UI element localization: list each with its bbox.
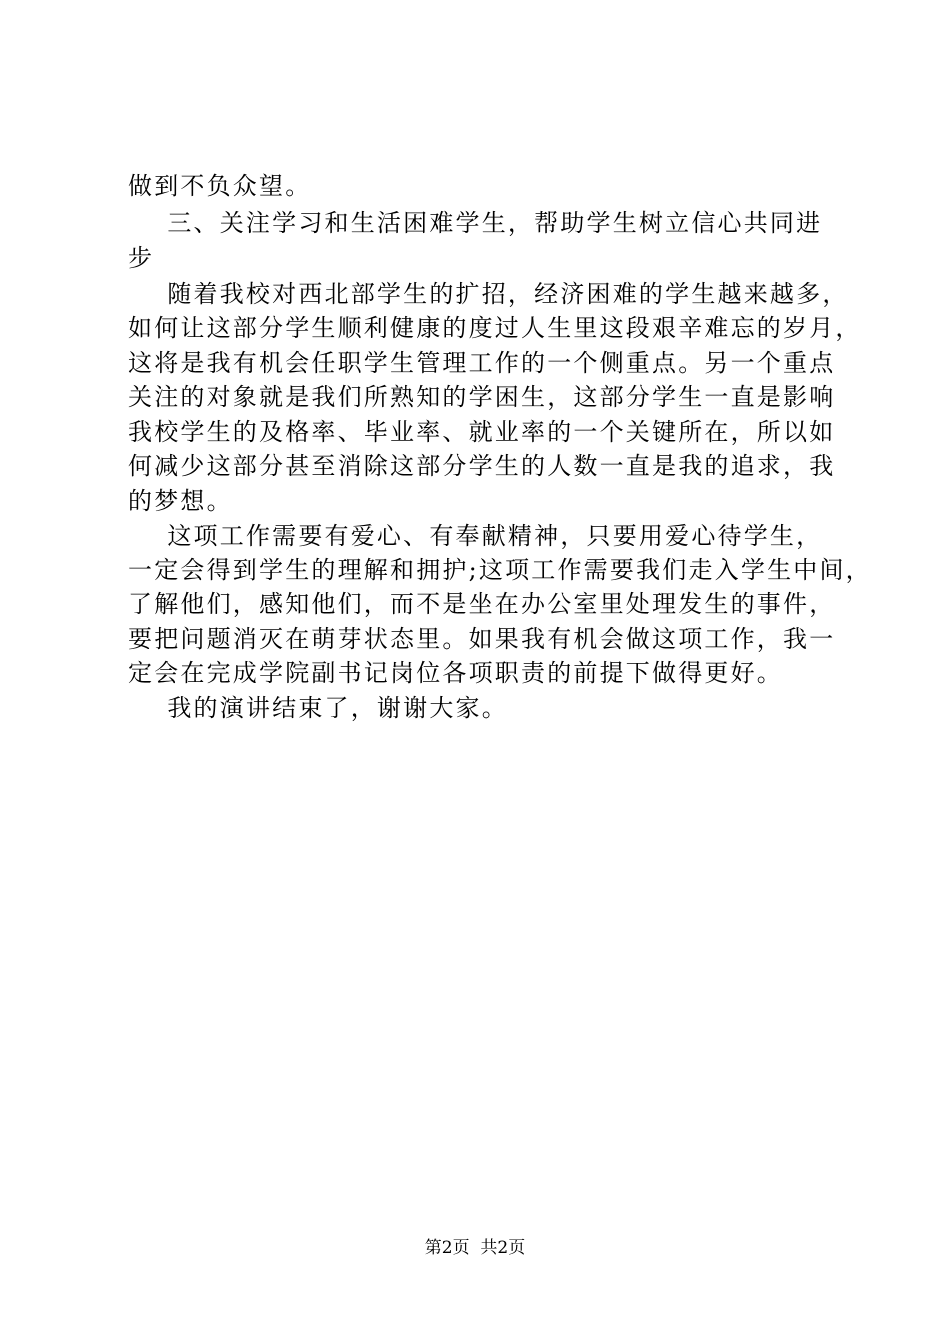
text-line: 随着我校对西北部学生的扩招，经济困难的学生越来越多，	[128, 280, 849, 308]
text-line: 如何让这部分学生顺利健康的度过人生里这段艰辛难忘的岁月，	[128, 314, 862, 342]
text-line: 何减少这部分甚至消除这部分学生的人数一直是我的追求，我	[128, 452, 836, 480]
text-line: 这将是我有机会任职学生管理工作的一个侧重点。另一个重点	[128, 349, 836, 377]
text-line: 定会在完成学院副书记岗位各项职责的前提下做得更好。	[128, 659, 783, 687]
text-line: 我校学生的及格率、毕业率、就业率的一个关键所在，所以如	[128, 418, 836, 446]
text-line: 我的演讲结束了，谢谢大家。	[128, 694, 508, 722]
page-footer: 第2页 共2页	[424, 1238, 526, 1258]
text-line: 关注的对象就是我们所熟知的学困生，这部分学生一直是影响	[128, 383, 836, 411]
text-line: 这项工作需要有爱心、有奉献精神，只要用爱心待学生，	[128, 522, 823, 550]
text-line: 三、关注学习和生活困难学生，帮助学生树立信心共同进	[128, 209, 823, 237]
text-line: 要把问题消灭在萌芽状态里。如果我有机会做这项工作，我一	[128, 625, 836, 653]
text-line: 的梦想。	[128, 487, 233, 515]
text-line: 做到不负众望。	[128, 172, 312, 200]
text-line: 步	[128, 244, 155, 272]
text-line: 一定会得到学生的理解和拥护;这项工作需要我们走入学生中间，	[128, 556, 872, 584]
text-line: 了解他们，感知他们，而不是坐在办公室里处理发生的事件，	[128, 590, 836, 618]
